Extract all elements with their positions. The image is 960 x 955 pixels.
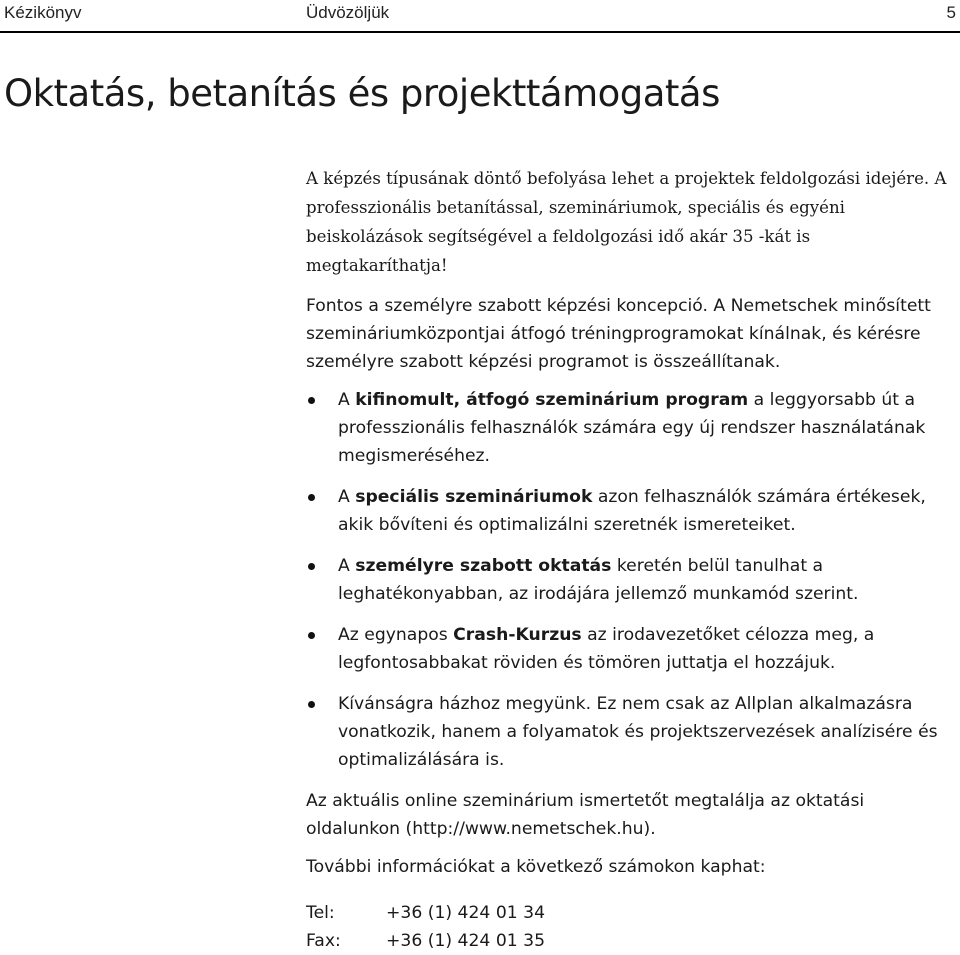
online-seminar-paragraph: Az aktuális online szeminárium ismertetőt megtalálja az oktatási oldalunkon (http://www.nemetschek.hu). bbox=[306, 791, 865, 839]
intro-paragraph: A képzés típusának döntő befolyása lehet a projektek feldolgozási idejére. A professzionális betanítással, szemináriumok, speciális és egyéni beiskolázások segítségével a feldolgozási idő akár 35 -kát is megtakaríthatja! bbox=[306, 169, 947, 275]
bullet-icon bbox=[308, 632, 315, 639]
contact-value: +36 (1) 424 01 35 bbox=[386, 931, 546, 951]
bullet-icon bbox=[308, 701, 315, 708]
concept-paragraph: Fontos a személyre szabott képzési koncepció. A Nemetschek minősített szemináriumközpontjai átfogó tréningprogramokat kínálnak, és kérésre személyre szabott képzési programot is összeállítanak. bbox=[306, 296, 931, 372]
page-title: Oktatás, betanítás és projekttámogatás bbox=[4, 72, 720, 115]
header-section-label: Üdvözöljük bbox=[306, 3, 390, 22]
bullet-icon bbox=[308, 494, 315, 501]
list-item: A személyre szabott oktatás keretén belül tanulhat a leghatékonyabban, az irodájára jellemző munkamód szerint. bbox=[306, 552, 956, 608]
header-manual-label: Kézikönyv bbox=[4, 3, 82, 22]
contact-label: Fax: bbox=[306, 931, 341, 951]
contact-block bbox=[306, 899, 956, 955]
bullet-icon bbox=[308, 397, 315, 404]
list-item: A speciális szemináriumok azon felhasználók számára értékesek, akik bővíteni és optimalizálni szeretnék ismereteiket. bbox=[306, 483, 956, 539]
bold-term: személyre szabott oktatás bbox=[355, 556, 612, 576]
more-info-paragraph: További információkat a következő számokon kaphat: bbox=[306, 857, 766, 877]
offer-list bbox=[306, 386, 956, 774]
page-header bbox=[0, 3, 960, 27]
main-content bbox=[306, 164, 956, 955]
page-number: 5 bbox=[946, 3, 956, 22]
bold-term: kifinomult, átfogó szeminárium program bbox=[355, 390, 749, 410]
header-rule bbox=[0, 31, 960, 33]
bold-term: Crash-Kurzus bbox=[453, 625, 582, 645]
contact-value: +36 (1) 424 01 34 bbox=[386, 903, 546, 923]
list-item: A kifinomult, átfogó szeminárium program a leggyorsabb út a professzionális felhasználók számára egy új rendszer használatának megismeréséhez. bbox=[306, 386, 956, 470]
list-item: Kívánságra házhoz megyünk. Ez nem csak az Allplan alkalmazásra vonatkozik, hanem a folyamatok és projektszervezések analízisére és optimalizálására is. bbox=[306, 690, 956, 774]
bold-term: speciális szemináriumok bbox=[355, 487, 593, 507]
bullet-icon bbox=[308, 563, 315, 570]
list-item: Az egynapos Crash-Kurzus az irodavezetőket célozza meg, a legfontosabbakat röviden és tömören juttatja el hozzájuk. bbox=[306, 621, 956, 677]
contact-phone bbox=[306, 899, 956, 927]
contact-label: Tel: bbox=[306, 903, 335, 923]
